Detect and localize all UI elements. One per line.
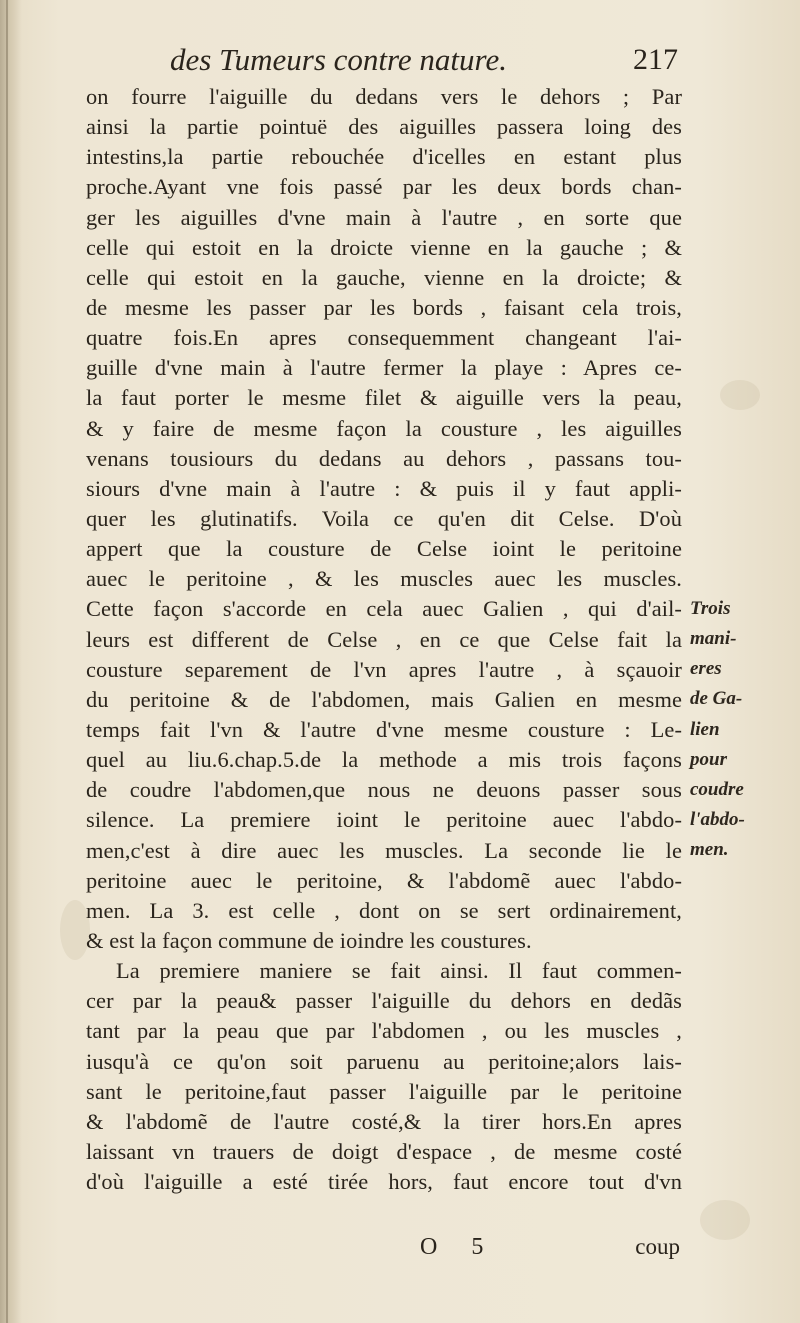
margin-note-line: men.: [690, 839, 729, 861]
text-line: sant le peritoine,faut passer l'aiguille par le peritoine: [86, 1078, 682, 1104]
catchword: coup: [635, 1234, 680, 1259]
text-line: guille d'vne main à l'autre fermer la playe : Apres ce-: [86, 355, 682, 381]
page-binding-edge: [6, 0, 8, 1323]
page-binding-shadow: [0, 0, 22, 1323]
text-line: ger les aiguilles d'vne main à l'autre , en sorte que: [86, 204, 682, 230]
text-line: proche.Ayant vne fois passé par les deux bords chan-: [86, 174, 682, 200]
text-line: & y faire de mesme façon la cousture , les aiguilles: [86, 415, 682, 441]
margin-note-line: pour: [690, 748, 727, 770]
paper-stain: [700, 1200, 750, 1240]
text-line: quatre fois.En apres consequemment changeant l'ai-: [86, 325, 682, 351]
text-line: siours d'vne main à l'autre : & puis il y faut appli-: [86, 475, 682, 501]
text-line: & est la façon commune de ioindre les coustures.: [86, 927, 532, 953]
text-line: laissant vn trauers de doigt d'espace , de mesme costé: [86, 1138, 682, 1164]
text-line: quer les glutinatifs. Voila ce qu'en dit Celse. D'où: [86, 505, 682, 531]
margin-note-line: Trois: [690, 598, 731, 619]
text-line: on fourre l'aiguille du dedans vers le dehors ; Par: [86, 84, 682, 109]
margin-note-line: de Ga-: [690, 688, 743, 710]
signature-mark: O 5: [420, 1234, 498, 1260]
margin-note-line: coudre: [690, 778, 744, 800]
text-line: La premiere maniere se fait ainsi. Il faut commen-: [116, 958, 682, 984]
text-line: appert que la cousture de Celse ioint le peritoine: [86, 536, 682, 562]
text-line: quel au liu.6.chap.5.de la methode a mis trois façons: [86, 747, 682, 773]
text-line: silence. La premiere ioint le peritoine auec l'abdo-: [86, 807, 682, 833]
text-line: peritoine auec le peritoine, & l'abdomẽ auec l'abdo-: [86, 867, 682, 893]
text-line: intestins,la partie rebouchée d'icelles en estant plus: [86, 144, 682, 170]
page-number: 217: [633, 43, 678, 76]
margin-note-line: l'abdo-: [690, 808, 745, 830]
page-footer: [400, 1231, 690, 1265]
text-line: du peritoine & de l'abdomen, mais Galien en mesme: [86, 686, 682, 712]
text-line: de mesme les passer par les bords , faisant cela trois,: [86, 294, 682, 320]
text-line: la faut porter le mesme filet & aiguille vers la peau,: [86, 385, 682, 411]
text-line: venans tousiours du dedans au dehors , passans tou-: [86, 445, 682, 471]
text-line: cousture separement de l'vn apres l'autre , à sçauoir: [86, 656, 682, 682]
paper-stain: [720, 380, 760, 410]
text-line: auec le peritoine , & les muscles auec les muscles.: [86, 566, 682, 592]
text-line: celle qui estoit en la gauche, vienne en la droicte; &: [86, 264, 682, 290]
margin-note: [690, 594, 790, 865]
text-line: ainsi la partie pointuë des aiguilles passera loing des: [86, 114, 682, 140]
text-line: men,c'est à dire auec les muscles. La seconde lie le: [86, 837, 682, 863]
text-line: men. La 3. est celle , dont on se sert ordinairement,: [86, 897, 682, 923]
margin-note-line: lien: [690, 718, 720, 740]
margin-note-line: mani-: [690, 628, 737, 650]
text-line: d'où l'aiguille a esté tirée hors, faut encore tout d'vn: [86, 1169, 682, 1195]
text-line: tant par la peau que par l'abdomen , ou les muscles ,: [86, 1018, 682, 1044]
text-line: de coudre l'abdomen,que nous ne deuons passer sous: [86, 777, 682, 803]
text-line: & l'abdomẽ de l'autre costé,& la tirer hors.En apres: [86, 1108, 682, 1134]
body-text: [86, 82, 682, 1197]
text-line: iusqu'à ce qu'on soit paruenu au peritoine;alors lais-: [86, 1048, 682, 1074]
text-line: leurs est different de Celse , en ce que Celse fait la: [86, 626, 682, 652]
text-line: Cette façon s'accorde en cela auec Galien , qui d'ail-: [86, 596, 682, 622]
margin-note-line: eres: [690, 658, 722, 680]
text-line: celle qui estoit en la droicte vienne en la gauche ; &: [86, 234, 682, 260]
text-line: cer par la peau& passer l'aiguille du dehors en dedãs: [86, 988, 682, 1014]
page-header: [170, 40, 690, 84]
text-line: temps fait l'vn & l'autre d'vne mesme cousture : Le-: [86, 716, 682, 742]
running-title: des Tumeurs contre nature.: [170, 42, 507, 77]
